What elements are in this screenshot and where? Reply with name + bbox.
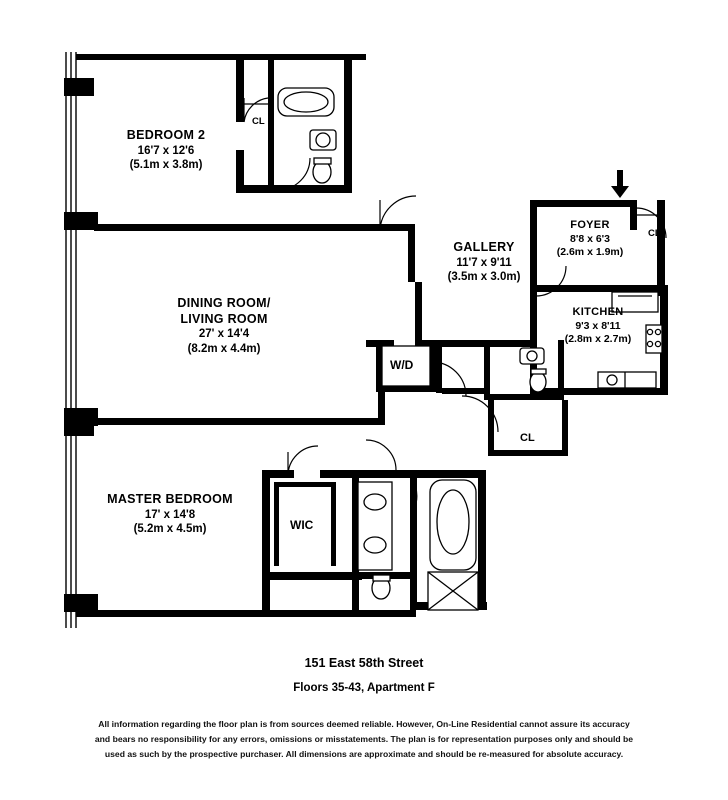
room-dimensions-ft: 16'7 x 12'6	[137, 144, 195, 157]
room-dimensions-m: (2.6m x 1.9m)	[556, 245, 624, 258]
disclaimer-line-1: All information regarding the floor plan is from sources deemed reliable. However, On-Line Residential cannot assure its accuracy	[98, 719, 630, 729]
walk-in-closet-label: WIC	[290, 518, 314, 532]
room-name: MASTER BEDROOM	[107, 492, 233, 506]
closet-label-hall: CL	[520, 432, 535, 444]
room-name: GALLERY	[453, 240, 515, 254]
building-address: 151 East 58th Street	[304, 656, 424, 670]
room-dimensions-m: (2.8m x 2.7m)	[564, 332, 632, 345]
room-label-kitchen	[543, 306, 653, 346]
room-label-foyer	[535, 219, 645, 259]
room-name-line2: LIVING ROOM	[180, 311, 268, 326]
room-name: FOYER	[570, 219, 610, 231]
room-name: DINING ROOM/	[177, 296, 271, 310]
disclaimer-line-2: and bears no responsibility for any errors, omissions or misstatements. The plan is for representation purposes only and should be	[94, 734, 634, 745]
room-dimensions-ft: 11'7 x 9'11	[456, 256, 512, 269]
room-label-bedroom-2	[86, 128, 246, 172]
closet-label-bedroom2: CL	[252, 116, 265, 127]
room-dimensions-m: (5.1m x 3.8m)	[129, 159, 203, 171]
disclaimer	[0, 717, 728, 762]
room-name: KITCHEN	[572, 306, 624, 318]
room-dimensions-m: (5.2m x 4.5m)	[133, 523, 207, 535]
room-dimensions-ft: 17' x 14'8	[144, 508, 196, 521]
room-label-dining-living	[124, 296, 324, 356]
room-dimensions-ft: 27' x 14'4	[198, 328, 250, 341]
room-label-master-bedroom	[70, 492, 270, 536]
room-dimensions-m: (8.2m x 4.4m)	[187, 342, 261, 355]
room-name: BEDROOM 2	[126, 128, 206, 142]
floors-apartment: Floors 35-43, Apartment F	[293, 682, 435, 694]
room-dimensions-m: (3.5m x 3.0m)	[447, 271, 521, 283]
closet-label-foyer: CL	[648, 228, 661, 239]
disclaimer-line-3: used as such by the prospective purchaser. All dimensions are approximate and should be re-measured for absolute accuracy.	[104, 749, 624, 760]
room-dimensions-ft: 9'3 x 8'11	[575, 319, 621, 332]
washer-dryer-label: W/D	[390, 358, 414, 372]
room-dimensions-ft: 8'8 x 6'3	[569, 232, 611, 245]
